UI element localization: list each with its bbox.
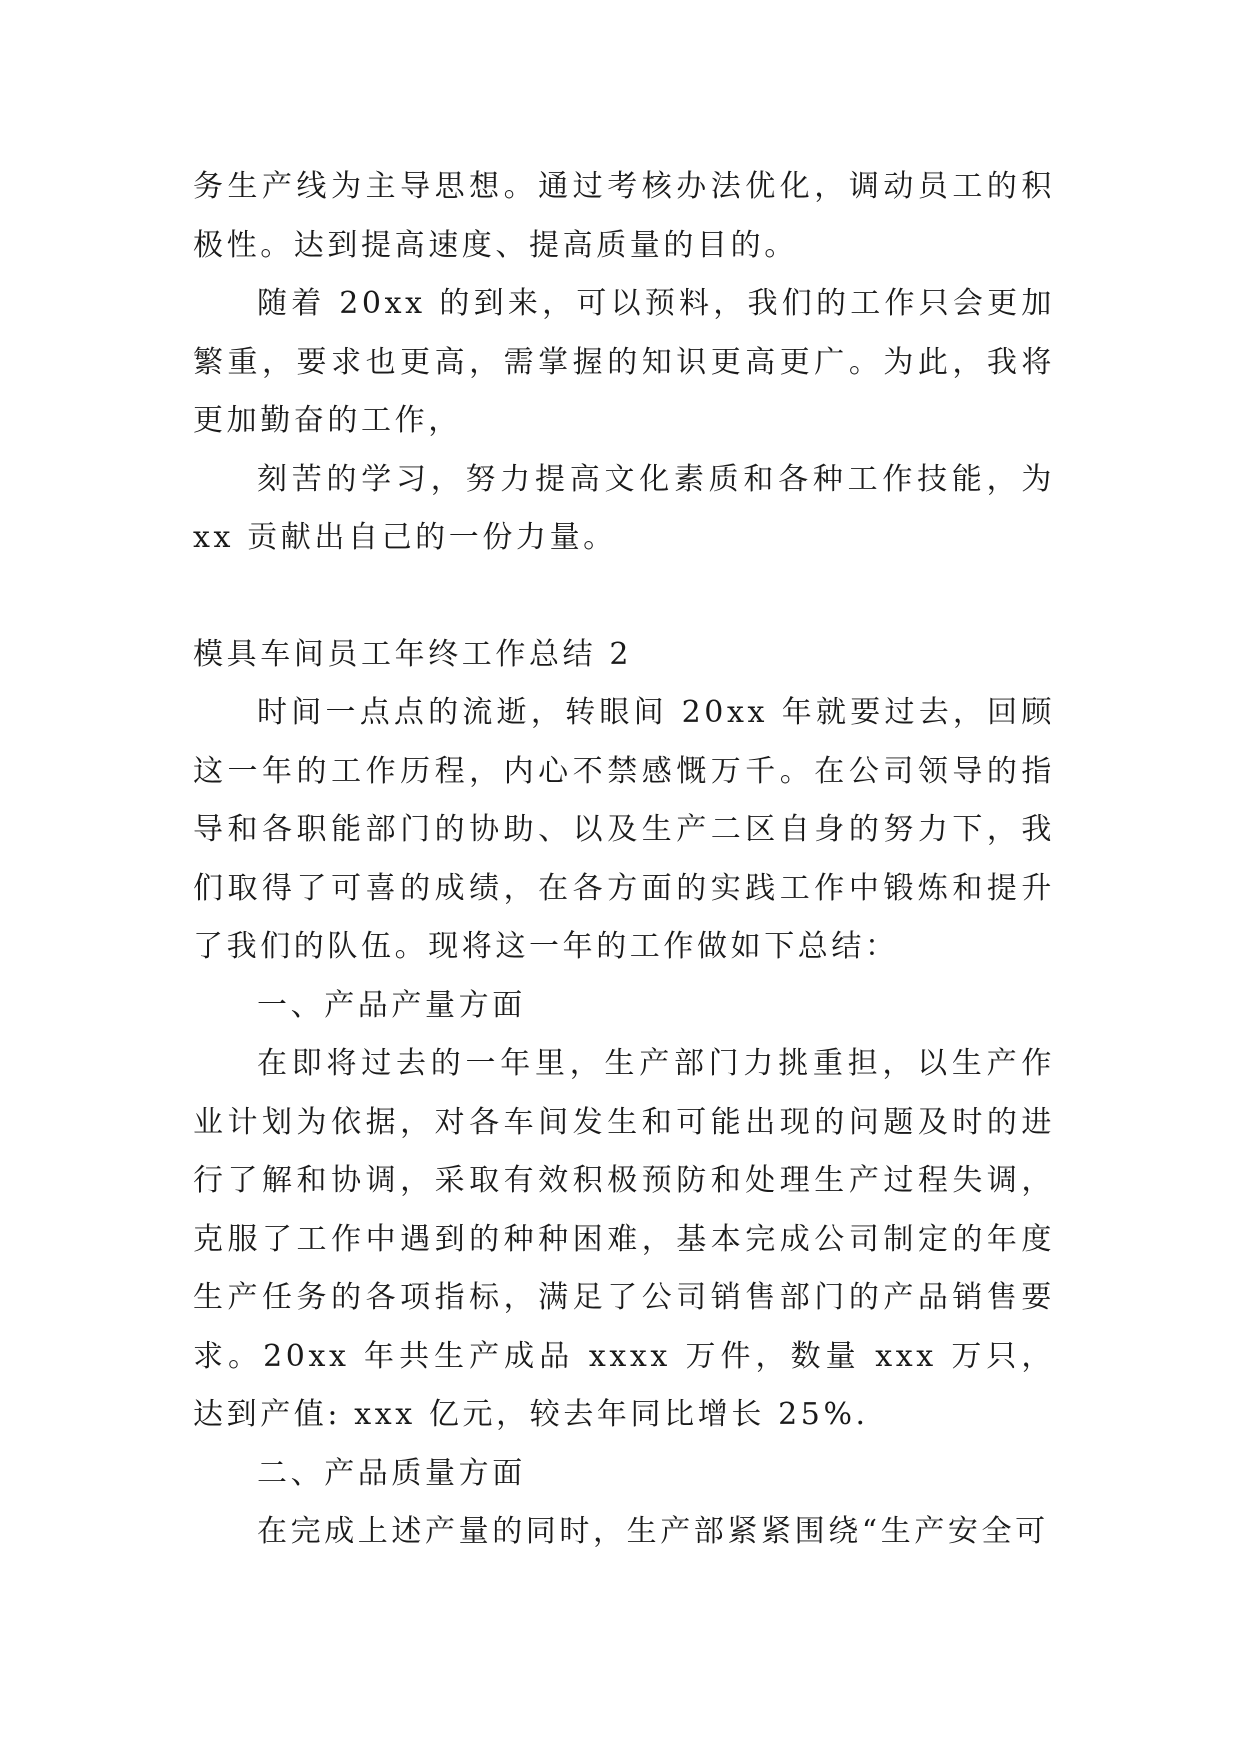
paragraph-4: 时间一点点的流逝，转眼间 20xx 年就要过去，回顾这一年的工作历程，内心不禁感慨万千。在公司领导的指导和各职能部门的协助、以及生产二区自身的努力下，我们取得了可喜的成绩，在各方面的实践工作中锻炼和提升了我们的队伍。现将这一年的工作做如下总结： [193, 695, 1055, 964]
section-gap [193, 568, 1055, 626]
paragraph-3: 刻苦的学习，努力提高文化素质和各种工作技能，为 xx 贡献出自己的一份力量。 [193, 461, 1055, 555]
heading-quality: 二、产品质量方面 [257, 1455, 526, 1491]
paragraph-2: 随着 20xx 的到来，可以预料，我们的工作只会更加繁重，要求也更高，需掌握的知识更高更广。为此，我将更加勤奋的工作， [193, 286, 1055, 438]
document-body [193, 158, 1055, 1562]
paragraph-6: 在完成上述产量的同时，生产部紧紧围绕“生产安全可 [257, 1514, 1049, 1549]
paragraph-1: 务生产线为主导思想。通过考核办法优化，调动员工的积极性。达到提高速度、提高质量的目的。 [193, 169, 1055, 263]
paragraph-5: 在即将过去的一年里，生产部门力挑重担，以生产作业计划为依据，对各车间发生和可能出现的问题及时的进行了解和协调，采取有效积极预防和处理生产过程失调，克服了工作中遇到的种种困难，基本完成公司制定的年度生产任务的各项指标，满足了公司销售部门的产品销售要求。20xx 年共生产成品 xxxx 万件，数量 xxx 万只，达到产值: xxx 亿元，较去年同比增长 25%. [193, 1046, 1055, 1432]
section-title: 模具车间员工年终工作总结 2 [193, 636, 633, 672]
heading-output: 一、产品产量方面 [257, 987, 526, 1023]
